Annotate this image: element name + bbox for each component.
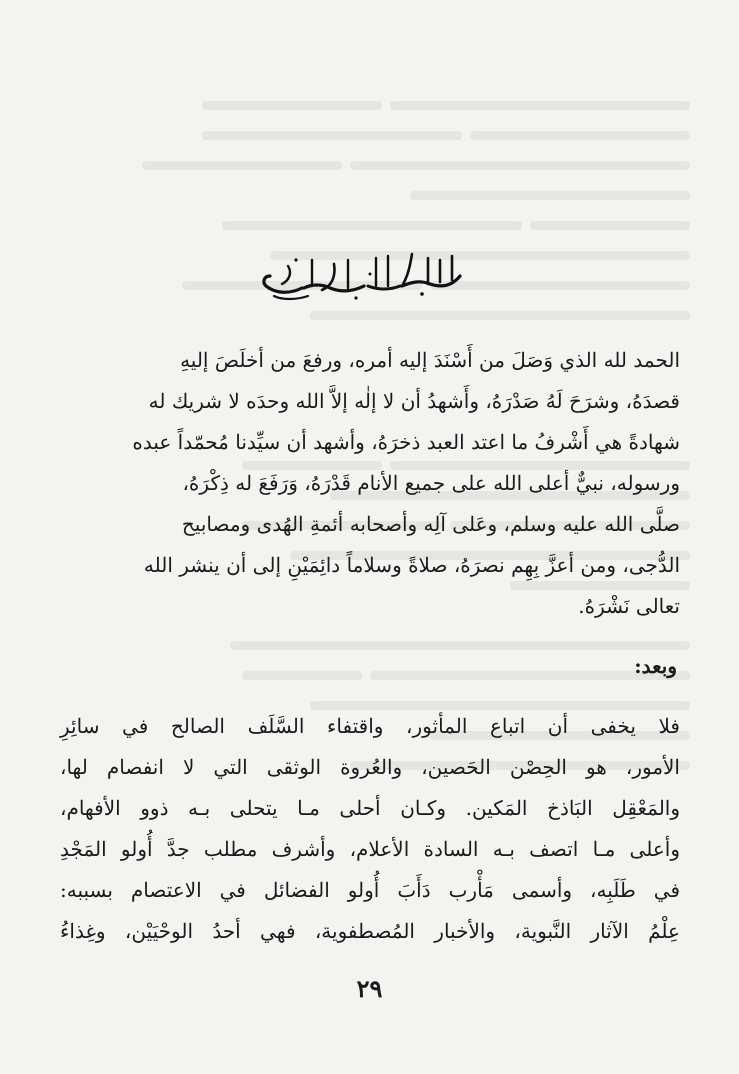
text-line: الأمور، هو الحِصْن الحَصين، والعُروة الوثقى التي لا انفصام لها،	[60, 755, 680, 779]
text-line: والمَعْقِل البَاذخ المَكين. وكـان أحلى مـا يتحلى بـه ذوو الأفهام،	[60, 796, 680, 820]
text-line: وأعلى مـا اتصف بـه السادة الأعلام، وأشرف مطلب جدَّ أُولو المَجْدِ	[60, 837, 680, 861]
page-number: ٢٩	[356, 974, 383, 1003]
text-line: شهادةً هي أَشْرفُ ما اعتد العبد ذخرَهُ، وأشهد أن سيِّدنا مُحمّداً عبده	[132, 430, 680, 454]
basmala-calligraphy	[252, 246, 472, 302]
opening-paragraph	[60, 340, 680, 627]
text-line: عِلْمُ الآثار النَّبوية، والأخبار المُصطفوية، فهي أحدُ الوحْيَيْن، وغِذاءُ	[60, 919, 680, 943]
main-paragraph	[60, 706, 680, 952]
text-line: فلا يخفى أن اتباع المأثور، واقتفاء السَّلَف الصالح في سائِرِ	[60, 714, 680, 738]
text-line: الحمد لله الذي وَصَلَ من أَسْنَدَ إليه أمره، ورفعَ من أخلَصَ إليهِ	[180, 348, 680, 372]
section-heading: وبعد:	[634, 654, 677, 678]
text-line: ورسوله، نبيٌّ أعلى الله على جميع الأنام قَدْرَهُ، وَرَفَعَ له ذِكْرَهُ،	[182, 471, 680, 495]
text-line: قصدَهُ، وشرَحَ لَهُ صَدْرَهُ، وأَشهدُ أن لا إلٰه إلاَّ الله وحدَه لا شريك له	[148, 389, 680, 413]
text-line: في طَلَبِه، وأسمى مَأْرب دَأَبَ أُولو الفضائل في الاعتصام بسببه:	[60, 878, 680, 902]
text-line: الدُّجى، ومن أعزَّ بِهِم نصرَهُ، صلاةً وسلاماً دائِمَيْنِ إلى أن ينشر الله	[143, 553, 680, 577]
text-line: صلَّى الله عليه وسلم، وعَلى آلِه وأصحابه أئمةِ الهُدى ومصابيح	[181, 512, 680, 536]
text-line: تعالى نَشْرَهُ.	[578, 594, 680, 618]
